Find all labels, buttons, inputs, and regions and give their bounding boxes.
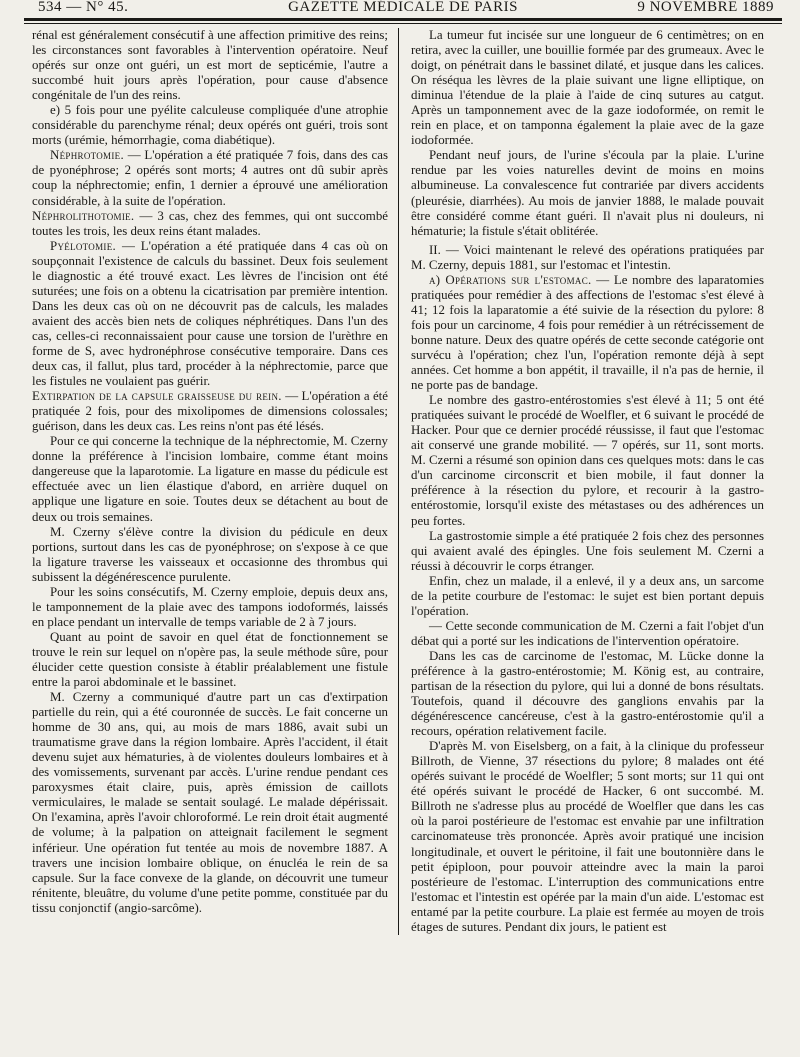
paragraph	[32, 103, 388, 148]
left-column	[22, 28, 398, 935]
paragraph	[411, 273, 764, 393]
paragraph	[32, 690, 388, 916]
issue-number: — N° 45.	[66, 0, 129, 15]
section-lead: a) Opérations sur l'estomac.	[429, 272, 592, 287]
paragraph	[411, 148, 764, 238]
paragraph	[32, 28, 388, 103]
section-lead: Néphrotomie.	[50, 148, 124, 163]
paragraph-text: M. Czerny a communiqué d'autre part un cas d'extirpation partielle du rein, qui a été couronnée de succès. Le fait concerne un homme de 30 ans, qui, au mois de mars 1886, avait subi un traumatisme grave dans la région lombaire. Après l'accident, il était devenu sujet aux hématuries, à de violentes douleurs lombaires et à des vomissements, survenant par accès. L'urine rendue pendant ces paroxysmes était claire, puis, après émission de caillots vermiculaires, le malade se sentait soulagé. Le malade dépérissait. On l'examina, après l'avoir chloroformé. Le rein droit était augmenté de volume; à la palpation on atteignait facilement le segment inférieur. Une opération fut tentée au mois de novembre 1887. A travers une incision lombaire oblique, on énucléa le rein de sa capsule. Sur la face convexe de la glande, on découvrit une tumeur rénitente, bleuâtre, du volume d'une petite pomme, constituée par du tissu conjonctif (angio-sarcôme).	[32, 690, 388, 915]
paragraph	[32, 239, 388, 389]
masthead	[24, 0, 782, 21]
paragraph-text: Pour les soins consécutifs, M. Czerny emploie, depuis deux ans, le tamponnement de la plaie avec des tampons iodoformés, laissés en place pendant un intervalle de temps variable de 2 à 7 jours.	[32, 584, 388, 629]
paragraph-text: Dans les cas de carcinome de l'estomac, M. Lücke donne la préférence à la gastro-entérostomie; M. König est, au contraire, partisan de la résection du pylore, qui lui a donné de bons résultats. Toutefois, quand il découvre des ganglions envahis par la dégénérescence cancéreuse, c'est à la gastro-entérostomie qu'il a recours, opération relativement facile.	[411, 648, 764, 739]
page-number: 534	[38, 0, 62, 15]
paragraph	[411, 529, 764, 574]
paragraph	[32, 209, 388, 239]
paragraph-text: D'après M. von Eiselsberg, on a fait, à la clinique du professeur Billroth, de Vienne, 37 résections du pylore; 8 malades ont été opérés suivant le procédé de Woelfler; 5 sont morts; sur 11 qui ont été opérés suivant le procédé de Hacker, 6 ont succombé. M. Billroth ne s'adresse plus au procédé de Woelfler que dans les cas où la paroi postérieure de l'estomac est envahie par une infiltration carcinomateuse très prononcée. Après avoir pratiqué une incision longitudinale, et ouvert le péritoine, il fait une boutonnière dans le petit épiploon, pour pouvoir atteindre avec la main la paroi postérieure de l'estomac. L'interruption des communications entre l'estomac et l'intestin est opérée par la main d'un aide. L'estomac est entamé par la petite courbure. La plaie est fermée au moyen de trois étages de sutures. Pendant dix jours, le patient est	[411, 739, 764, 934]
paragraph	[32, 389, 388, 434]
paragraph-text: Pour ce qui concerne la technique de la néphrectomie, M. Czerny donne la préférence à l'incision lombaire, comme étant moins dangereuse que la laparotomie. La ligature en masse du pédicule est effectuée avec un lien élastique d'abord, en arrière duquel on applique une ligature en soie. Toutes deux se détachent au bout de deux ou trois semaines.	[32, 434, 388, 524]
paragraph	[32, 148, 388, 208]
right-column	[398, 28, 774, 935]
paragraph	[411, 739, 764, 935]
paragraph	[411, 619, 764, 649]
paragraph-text: — L'opération a été pratiquée dans 4 cas où on soupçonnait l'existence de calculs du bassinet. Deux fois seulement le diagnostic a été trouvé exact. Les lèvres de l'incision ont été suturées; une fois on a obtenu la cicatrisation par première intention. Dans les deux cas où on ne découvrit pas de calculs, les malades avaient des accès bien nets de coliques néphrétiques. Dans l'un des cas, celles-ci reconnaissaient pour cause une torsion de l'urèthre en forme de S, avec hydronéphrose consécutive temporaire. Dans ces deux cas, il fallut, plus tard, procéder à la néphrectomie, parce que les fistules ne voulaient pas guérir.	[32, 238, 388, 389]
paragraph-text: Le nombre des gastro-entérostomies s'est élevé à 11; 5 ont été pratiquées suivant le procédé de Woelfler, et 6 suivant le procédé de Hacker. Pour que ce dernier procédé réussisse, il faut que l'estomac ait conservé une grande mobilité. — 7 opérés, sur 11, sont morts. M. Czerni a résumé son opinion dans ces quelques mots: dans le cas d'un carcinome circonscrit et bien mobile, il faut donner la préférence à la résection du pylore, et recourir à la gastro-entérostomie, lorsqu'il existe des métastases ou des adhérences un peu fortes.	[411, 393, 764, 528]
paragraph-text: II. — Voici maintenant le relevé des opérations pratiquées par M. Czerny, depuis 1881, sur l'estomac et l'intestin.	[411, 242, 764, 272]
issue-date: 9 NOVEMBRE 1889	[637, 0, 774, 15]
section-lead: Pyélotomie.	[50, 238, 117, 253]
journal-title: GAZETTE MÉDICALE DE PARIS	[288, 0, 518, 15]
paragraph	[411, 28, 764, 148]
paragraph-text: La gastrostomie simple a été pratiquée 2 fois chez des personnes qui avaient avalé des épingles. Une fois seulement M. Czerni a réussi à découvrir le corps étranger.	[411, 528, 764, 573]
paragraph-text: rénal est généralement consécutif à une affection primitive des reins; les circonstances sont favorables à l'intervention opératoire. Neuf opérés sur onze ont guéri, un est mort de septicémie, l'autre a succombé huit jours après l'opération, pour cause d'absence congénitale de l'un des reins.	[32, 28, 388, 103]
paragraph	[411, 574, 764, 619]
section-lead: Extirpation de la capsule graisseuse du rein.	[32, 389, 282, 404]
paragraph-text: La tumeur fut incisée sur une longueur de 6 centimètres; on en retira, avec la cuiller, une bouillie formée par des grumeaux. Avec le doigt, on pénétrait dans le bassinet dilaté, et jusque dans les calices. On réséqua les lèvres de la plaie suivant une ligne elliptique, on diminua l'étendue de la plaie à l'aide de cinq sutures au catgut. Après un tamponnement avec de la gaze iodoformée, on remit le rein en place, et on tamponna également la plaie avec de la gaze iodoformée.	[411, 28, 764, 148]
text-columns	[22, 28, 786, 935]
paragraph	[32, 630, 388, 690]
paragraph	[411, 243, 764, 273]
paragraph	[411, 649, 764, 739]
paragraph-text: e) 5 fois pour une pyélite calculeuse compliquée d'une atrophie considérable du parenchyme rénal; deux opérés ont guéri, trois sont morts (urémie, hémorrhagie, coma diabétique).	[32, 103, 388, 148]
paragraph-text: — 3 cas, chez des femmes, qui ont succombé toutes les trois, les deux reins étant malades.	[32, 208, 388, 238]
paragraph-text: M. Czerny s'élève contre la division du pédicule en deux portions, surtout dans les cas de pyonéphrose; on s'expose à ce que la ligature traverse les vaisseaux et occasionne des thrombus qui subissent la dégénérescence purulente.	[32, 524, 388, 584]
paragraph-text: — Le nombre des laparatomies pratiquées pour remédier à des affections de l'estomac s'est élevé à 41; 12 fois la laparatomie a été suivie de la résection du pylore: 8 fois pour un carcinome, 4 fois pour remédier à un rétrécissement de bonne nature. Deux des quatre opérés de cette seconde catégorie ont survécu à l'opération; chez l'un, l'opération remonte déjà à sept années. Cet homme a bon appétit, il travaille, il n'a pas de hernie, il ne porte pas de bandage.	[411, 272, 764, 393]
paragraph-text: — L'opération a été pratiquée 2 fois, pour des mixolipomes de dimensions colossales; guérison, dans les deux cas. Les reins n'ont pas été lésés.	[32, 389, 388, 434]
paragraph	[32, 525, 388, 585]
paragraph	[32, 434, 388, 524]
paragraph	[32, 585, 388, 630]
paragraph	[411, 393, 764, 528]
paragraph-text: — L'opération a été pratiquée 7 fois, dans des cas de pyonéphrose; 2 opérés sont morts; 4 autres ont dû subir après coup la néphrectomie; enfin, 1 dernier a éprouvé une amélioration considérable, à la suite de l'opération.	[32, 148, 388, 208]
section-lead: Néphrolithotomie.	[32, 208, 135, 223]
paragraph-text: — Cette seconde communication de M. Czerni a fait l'objet d'un débat qui a porté sur les indications de l'intervention opératoire.	[411, 618, 764, 648]
paragraph-text: Pendant neuf jours, de l'urine s'écoula par la plaie. L'urine rendue par les voies naturelles devint de moins en moins albumineuse. La convalescence fut contrariée par divers accidents (pleurésie, diarrhées). Au mois de janvier 1888, le malade pouvait être considéré comme étant guéri. Il n'avait plus ni douleurs, ni hématurie; la fistule s'était oblitérée.	[411, 148, 764, 238]
header-rule	[24, 23, 782, 24]
paragraph-text: Enfin, chez un malade, il a enlevé, il y a deux ans, un sarcome de la petite courbure de l'estomac: le sujet est bien portant depuis l'opération.	[411, 573, 764, 618]
paragraph-text: Quant au point de savoir en quel état de fonctionnement se trouve le rein sur lequel on n'opère pas, la seule méthode sûre, pour élucider cette question consiste à établir préalablement une fistule entre la paroi abdominale et le bassinet.	[32, 629, 388, 690]
